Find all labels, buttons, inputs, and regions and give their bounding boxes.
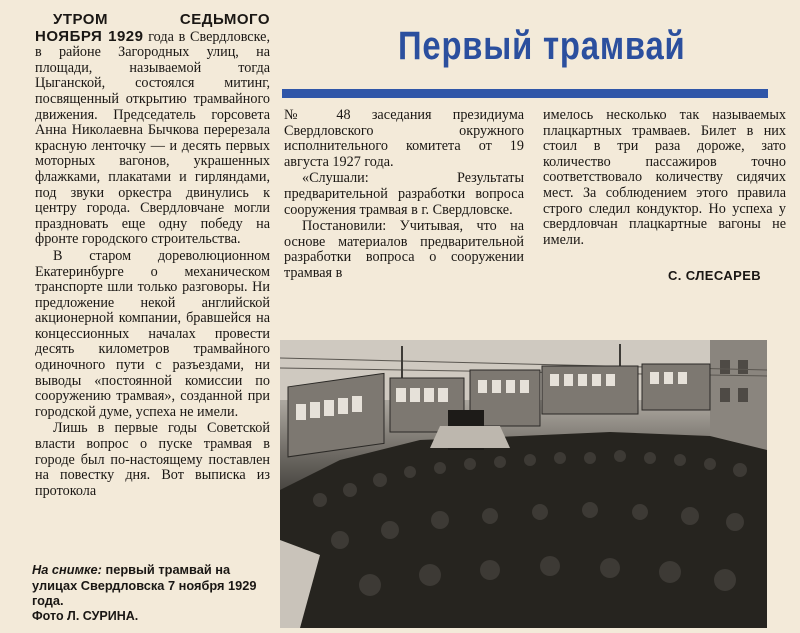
tram-photo [280,340,767,628]
article-column-2 [284,108,524,282]
headline-rule [282,89,768,98]
caption-text: первый трамвай на улицах Свердловска 7 ноября 1929 года. [32,562,257,608]
lead-paragraph [35,12,270,248]
caption-line [32,562,272,609]
article-column-3 [543,108,786,248]
paragraph: В старом дореволюционном Екатеринбурге о механическом транспорте шли только разговоры. Ни предложение некой английской акционерной компании, бравшейся на концессионных началах провести десять километров трамвайного одиночного пути с разъездами, ни выводы «постоянной комиссии по сооружению трамвая», созданной при городской думе, успеха не имели. [35,247,270,420]
article-headline: Первый трамвай [398,24,686,68]
photo-caption [32,562,272,624]
paragraph: № 48 заседания президиума Свердловского окружного исполнительного комитета от 19 августа 1927 года. [284,107,524,170]
paragraph: имелось несколько так называемых плацкартных трамваев. Билет в них стоил в три раза дороже, зато количество пассажиров точно соответствовало количеству сидячих мест. За соблюдением этого правила строго следил кондуктор. Но успеха у свердловчан плацкартные вагоны не имели. [543,107,786,248]
headline-block [282,10,790,98]
photo-credit: Фото Л. СУРИНА. [32,608,139,623]
paragraph: Постановили: Учитывая, что на основе материалов предварительной разработки вопроса о сооружении трамвая в [284,218,524,281]
caption-label: На снимке: [32,562,102,577]
lead-paragraph-text: года в Свердловске, в районе Загородных улиц, на площади, называемой тогда Цыганской, состоялся митинг, посвященный открытию трамвайного движения. Председатель горсовета Анна Николаевна Бычкова перерезала красную ленточку — и десять первых моторных вагонов, украшенных флажками, плакатами и гирляндами, под звуки оркестра двинулись к центру города. Свердловчане могли праздновать еще одну победу на фронте городского строительства. [35,28,270,248]
lead-strong: УТРОМ СЕДЬМОГО НОЯБРЯ 1929 [35,11,270,45]
tram-photo-illustration [280,340,767,628]
paragraph: Лишь в первые годы Советской власти вопрос о пуске трамвая в городе был по-настоящему поставлен на повестку дня. Вот выписка из протокола [35,420,270,499]
paragraph: «Слушали: Результаты предварительной разработки вопроса сооружения трамвая в г. Свердловске. [284,170,524,218]
article-author: С. СЛЕСАРЕВ [668,268,762,283]
article-column-1 [35,12,270,499]
